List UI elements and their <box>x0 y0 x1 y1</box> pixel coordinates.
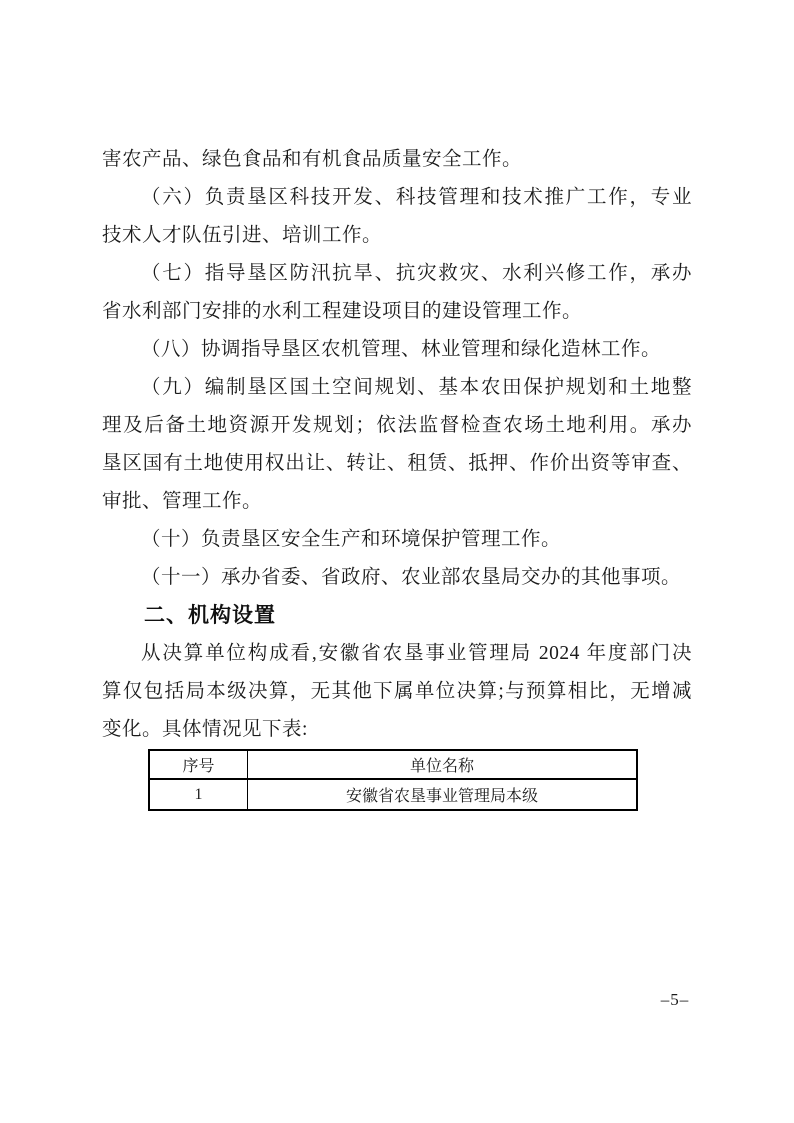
text-line: （八）协调指导垦区农机管理、林业管理和绿化造林工作。 <box>141 339 662 360</box>
section-heading: 二、机构设置 <box>144 604 276 627</box>
text-line: （十一）承办省委、省政府、农业部农垦局交办的其他事项。 <box>141 567 682 588</box>
text-line: 变化。具体情况见下表: <box>102 719 308 740</box>
unit-table <box>148 749 638 811</box>
table-header-unit-name: 单位名称 <box>248 750 638 779</box>
text-line: 审批、管理工作。 <box>102 491 263 512</box>
table-cell-unit-name: 安徽省农垦事业管理局本级 <box>248 779 638 810</box>
table-header-row <box>149 750 637 779</box>
text-line: 算仅包括局本级决算，无其他下属单位决算;与预算相比，无增减 <box>102 681 692 702</box>
document-body <box>102 141 692 749</box>
text-line: （九）编制垦区国土空间规划、基本农田保护规划和土地整 <box>141 377 692 398</box>
page-number: –5– <box>660 990 690 1009</box>
text-line: （十）负责垦区安全生产和环境保护管理工作。 <box>141 529 562 550</box>
text-line: （六）负责垦区科技开发、科技管理和技术推广工作，专业 <box>141 187 692 208</box>
text-line: 省水利部门安排的水利工程建设项目的建设管理工作。 <box>102 301 583 322</box>
text-line: 垦区国有土地使用权出让、转让、租赁、抵押、作价出资等审查、 <box>102 453 692 474</box>
text-line: 技术人才队伍引进、培训工作。 <box>102 225 383 246</box>
text-line: （七）指导垦区防汛抗旱、抗灾救灾、水利兴修工作，承办 <box>141 263 692 284</box>
text-line: 理及后备土地资源开发规划；依法监督检查农场土地利用。承办 <box>102 415 692 436</box>
text-line: 从决算单位构成看,安徽省农垦事业管理局 2024 年度部门决 <box>141 643 692 664</box>
table-cell-index: 1 <box>149 779 248 810</box>
table-row <box>149 779 637 810</box>
table-header-index: 序号 <box>149 750 248 779</box>
text-line: 害农产品、绿色食品和有机食品质量安全工作。 <box>102 149 523 170</box>
